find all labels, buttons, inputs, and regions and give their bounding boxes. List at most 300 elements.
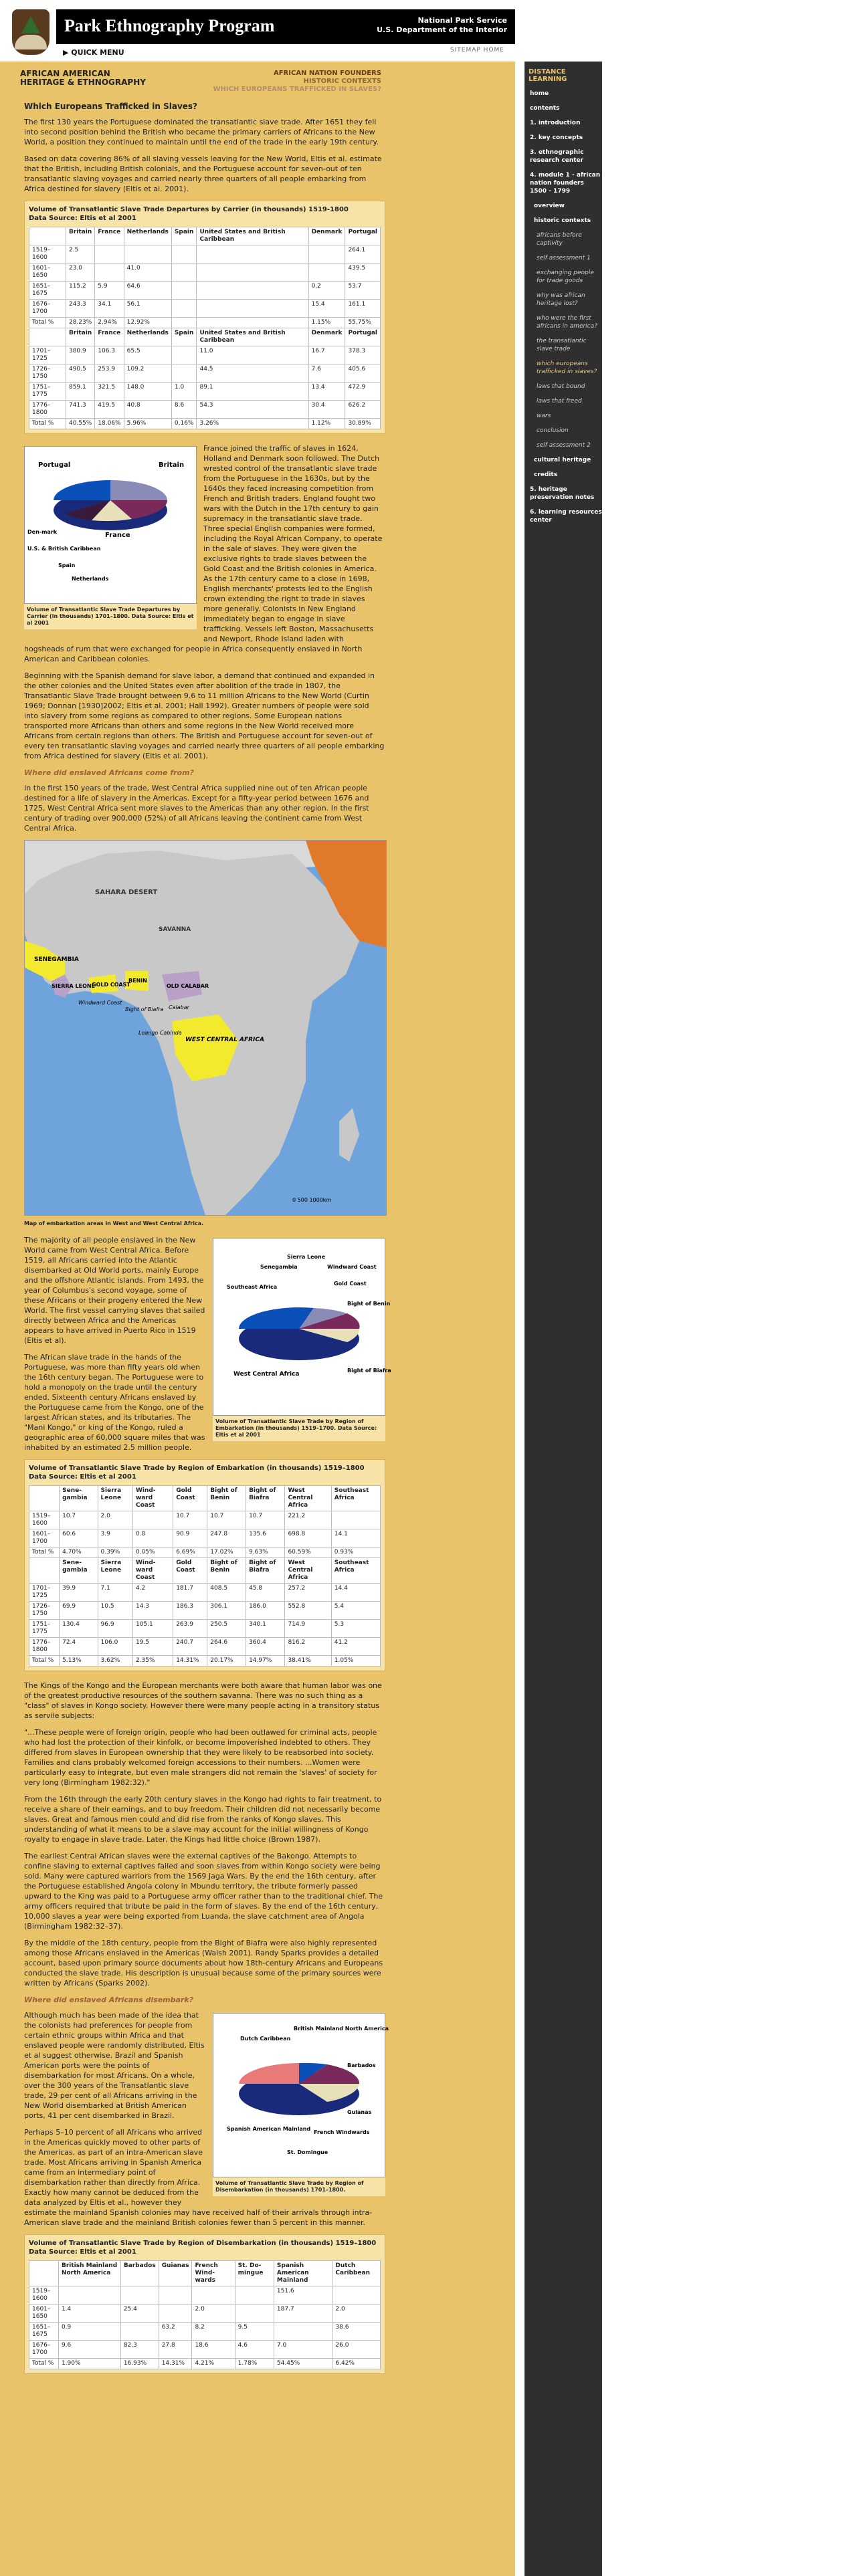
- table-cell: 360.4: [246, 1638, 285, 1656]
- table-cell: 26.0: [332, 2341, 381, 2359]
- table-cell: [171, 346, 197, 364]
- table-row: [29, 1638, 381, 1656]
- table-cell: 1701–1725: [29, 346, 66, 364]
- disembarkation-pie-svg: [213, 2014, 389, 2174]
- table-cell: 96.9: [98, 1620, 132, 1638]
- column-header: Bight of Benin: [207, 1486, 246, 1511]
- table-header-row: [29, 1558, 381, 1584]
- breadcrumb: [0, 67, 515, 93]
- column-header: Bight of Biafra: [246, 1486, 285, 1511]
- table-cell: 0.16%: [171, 419, 197, 429]
- pie-label: St. Domingue: [287, 2149, 328, 2155]
- table-cell: 1.0: [171, 383, 197, 401]
- table-cell: 34.1: [95, 300, 124, 318]
- breadcrumb-left-line2: HERITAGE & ETHNOGRAPHY: [20, 78, 146, 87]
- map-label: Windward Coast: [78, 1000, 122, 1006]
- table-row: [29, 364, 381, 383]
- pie-label: French Windwards: [314, 2129, 370, 2135]
- table-cell: 5.9: [95, 282, 124, 300]
- sidebar-item[interactable]: self assessment 1: [537, 255, 591, 261]
- figure-caption: Volume of Transatlantic Slave Trade Departures by Carrier (in thousands) 1701–1800. Data Source: Eltis et al 2001: [27, 607, 194, 626]
- column-header: French Wind-wards: [192, 2261, 235, 2286]
- table-cell: 1776–1800: [29, 401, 66, 419]
- map-caption: Map of embarkation areas in West and West Central Africa.: [24, 1220, 204, 1226]
- table-cell: 0.93%: [331, 1547, 380, 1558]
- table-cell: 69.9: [60, 1602, 98, 1620]
- sidebar-item[interactable]: self assessment 2: [537, 442, 591, 449]
- table-cell: 27.8: [159, 2341, 192, 2359]
- pie-label: U.S. & British Caribbean: [27, 546, 101, 552]
- table-cell: 14.3: [132, 1602, 173, 1620]
- column-header: St. Do-mingue: [235, 2261, 274, 2286]
- table-cell: 2.0: [332, 2304, 381, 2323]
- table-row: [29, 1529, 381, 1547]
- table-cell: 14.1: [331, 1529, 380, 1547]
- sidebar-item[interactable]: wars: [537, 413, 551, 419]
- paragraph: Although much has been made of the idea that the colonists had preferences for people from certain ethnic groups within Africa and that enslaved people were randomly distributed, Eltis et al suggest otherwise. Brazil and Spanish American ports were the points of disembarkation for most Africans. On a whole, over the 300 years of the Transatlantic slave trade, 29 per cent of all Africans arriving in the New World disembarked at British American ports, 41 per cent disembarked in Brazil.: [24, 2011, 205, 2120]
- table-cell: 72.4: [60, 1638, 98, 1656]
- table-cell: 1726–1750: [29, 1602, 60, 1620]
- table-cell: [332, 2286, 381, 2304]
- column-header: Sierra Leone: [98, 1486, 132, 1511]
- agency-line1: National Park Service: [417, 16, 507, 25]
- table-cell: 10.7: [246, 1511, 285, 1529]
- table-cell: [124, 245, 171, 263]
- table-cell: 9.6: [58, 2341, 120, 2359]
- table-cell: 321.5: [95, 383, 124, 401]
- table-cell: [235, 2286, 274, 2304]
- table-cell: 1726–1750: [29, 364, 66, 383]
- table-title-text: Volume of Transatlantic Slave Trade Departures by Carrier (in thousands) 1519-1800: [29, 206, 349, 213]
- table-cell: 151.6: [274, 2286, 332, 2304]
- embarkation-pie-chart: [213, 1238, 391, 1416]
- sidebar-item[interactable]: overview: [534, 203, 565, 209]
- table-title-text: Volume of Transatlantic Slave Trade by Region of Disembarkation (in thousands) 1519–1800: [29, 2240, 377, 2247]
- table-row: [29, 1620, 381, 1638]
- table-cell: 106.0: [98, 1638, 132, 1656]
- table-cell: 89.1: [197, 383, 308, 401]
- table-cell: [132, 1511, 173, 1529]
- table-cell: 109.2: [124, 364, 171, 383]
- column-header: Bight of Biafra: [246, 1558, 285, 1584]
- table-header-row: [29, 328, 381, 346]
- pie-label: Spanish American Mainland: [227, 2126, 311, 2132]
- column-header: Sene-gambia: [60, 1558, 98, 1584]
- quick-menu-link[interactable]: ▶ QUICK MENU: [63, 48, 124, 57]
- table-cell: 247.8: [207, 1529, 246, 1547]
- sidebar-item[interactable]: credits: [534, 471, 558, 478]
- table-cell: 28.23%: [66, 318, 94, 328]
- data-table: [29, 1485, 381, 1667]
- table-cell: [159, 2286, 192, 2304]
- paragraph: The Kings of the Kongo and the European merchants were both aware that human labor was one of the greatest productive resources of the southern savanna. There was no such thing as a "class" of slaves in Kongo society. However there were many people acting in a transitory status as servile subjects:: [24, 1681, 382, 1720]
- table-cell: 626.2: [345, 401, 381, 419]
- table-cell: 4.6: [235, 2341, 274, 2359]
- article-content: [24, 102, 391, 2383]
- table-cell: 65.5: [124, 346, 171, 364]
- table-cell: 1.05%: [331, 1656, 380, 1667]
- map-label: SIERRA LEONE: [52, 983, 96, 989]
- breadcrumb-left[interactable]: [20, 70, 146, 87]
- sidebar-item[interactable]: 3. ethnographic research center: [530, 149, 584, 164]
- table-cell: [197, 318, 308, 328]
- table-cell: 1519–1600: [29, 1511, 60, 1529]
- table-cell: [171, 282, 197, 300]
- column-header: Wind-ward Coast: [132, 1558, 173, 1584]
- table-cell: 378.3: [345, 346, 381, 364]
- figure-caption: Volume of Transatlantic Slave Trade by Region of Disembarkation (in thousands) 1701–1800.: [215, 2180, 364, 2193]
- pie-label: Southeast Africa: [227, 1284, 278, 1290]
- table-cell: [331, 1511, 380, 1529]
- table-cell: 405.6: [345, 364, 381, 383]
- pie-label: Bight of Benin: [347, 1301, 391, 1307]
- table-cell: 264.1: [345, 245, 381, 263]
- table-row: [29, 2323, 381, 2341]
- table-cell: 2.0: [98, 1511, 132, 1529]
- table-cell: 0.2: [308, 282, 345, 300]
- breadcrumb-right-line2[interactable]: HISTORIC CONTEXTS: [303, 78, 381, 85]
- table-cell: 56.1: [124, 300, 171, 318]
- table-cell: Total %: [29, 318, 66, 328]
- table-row: [29, 1584, 381, 1602]
- site-title[interactable]: Park Ethnography Program: [64, 16, 275, 35]
- table-cell: 187.7: [274, 2304, 332, 2323]
- table-cell: 18.06%: [95, 419, 124, 429]
- table-row: [29, 2359, 381, 2369]
- table-cell: 14.31%: [173, 1656, 207, 1667]
- utility-links[interactable]: SITEMAP HOME: [450, 47, 504, 53]
- table-cell: 1.15%: [308, 318, 345, 328]
- table-cell: [308, 263, 345, 282]
- figure-caption: Volume of Transatlantic Slave Trade by Region of Embarkation (in thousands) 1519–1700. Data Source: Eltis et al 2001: [215, 1418, 377, 1438]
- table-cell: 5.4: [331, 1602, 380, 1620]
- table-cell: 243.3: [66, 300, 94, 318]
- table-row: [29, 1602, 381, 1620]
- table-cell: 16.7: [308, 346, 345, 364]
- table-cell: 5.13%: [60, 1656, 98, 1667]
- table-cell: 1519–1600: [29, 2286, 59, 2304]
- column-header: Sene-gambia: [60, 1486, 98, 1511]
- table-cell: 263.9: [173, 1620, 207, 1638]
- table-cell: 8.6: [171, 401, 197, 419]
- table-cell: 1676–1700: [29, 300, 66, 318]
- sidebar-item[interactable]: who were the first africans in america?: [537, 315, 597, 330]
- table-header-row: [29, 1486, 381, 1511]
- table-cell: 44.5: [197, 364, 308, 383]
- column-header: [29, 1486, 60, 1511]
- column-header: Sierra Leone: [98, 1558, 132, 1584]
- paragraph: In the first 150 years of the trade, West Central Africa supplied nine out of ten African people destined for a life of slavery in the Americas. Except for a fifty-year period between 1676 and 1725, West Central Africa sent more slaves to the Americas than any other region. In the first century of trading over 900,000 (52%) of all Africans leaving the continent came from West Central Africa.: [24, 784, 369, 833]
- table-title-text: Volume of Transatlantic Slave Trade by Region of Embarkation (in thousands) 1519–1800: [29, 1465, 365, 1472]
- table-cell: 30.4: [308, 401, 345, 419]
- table-cell: 4.21%: [192, 2359, 235, 2369]
- table-cell: 306.1: [207, 1602, 246, 1620]
- carrier-pie-svg: [25, 447, 196, 601]
- table-cell: Total %: [29, 1547, 60, 1558]
- table-cell: 2.35%: [132, 1656, 173, 1667]
- table-cell: 63.2: [159, 2323, 192, 2341]
- africa-map-svg: [25, 841, 386, 1215]
- column-header: France: [95, 328, 124, 346]
- paragraph: From the 16th through the early 20th century slaves in the Kongo had rights to fair treatment, to receive a share of their earnings, and to buy freedom. Their children did not necessarily become slaves. Great and famous men could and did rise from the ranks of Kongo slaves. This understanding of what it means to be a slave may account for the initial willingness of Kongo royalty to engage in slave trade. Later, the Kings had little choice (Brown 1987).: [24, 1795, 382, 1844]
- table-row: [29, 263, 381, 282]
- table-cell: 5.3: [331, 1620, 380, 1638]
- column-header: Britain: [66, 328, 94, 346]
- pie-label: Spain: [58, 562, 76, 568]
- column-header: Denmark: [308, 328, 345, 346]
- pie-label: Netherlands: [72, 576, 109, 582]
- data-table: [29, 227, 381, 429]
- table-cell: 0.9: [58, 2323, 120, 2341]
- table-cell: 1601–1700: [29, 1529, 60, 1547]
- table-cell: 14.97%: [246, 1656, 285, 1667]
- column-header: Southeast Africa: [331, 1486, 380, 1511]
- nps-arrowhead-logo[interactable]: [12, 9, 50, 55]
- paragraph: Beginning with the Spanish demand for slave labor, a demand that continued and expanded in the other colonies and the United States even after abolition of the trade in 1807, the Transatlantic Slave Trade brought between 9.6 to 11 million Africans to the New World (Curtin 1969; Donnan [1930]2002; Eltis et al. 2001; Hall 1992). Greater numbers of people were sold into slavery from some regions as compared to other regions. Some European nations transported more Africans than others and some regions in the New World received more Africans from certain regions than others. The British and Portuguese account for seven-out of every ten transatlantic slaving voyages and carried nearly three quarters of all people embarking from Africa destined for slavery (Eltis et al. 2001).: [24, 671, 385, 760]
- table-cell: 253.9: [95, 364, 124, 383]
- column-header: [29, 227, 66, 245]
- column-header: France: [95, 227, 124, 245]
- paragraph: The African slave trade in the hands of the Portuguese, was more than fifty years old when the 16th century began. The Portuguese were to hold a monopoly on the trade until the century ended. Sixteenth century Africans enslaved by the Portuguese came from the Kongo, one of the largest African states, and its tributaries. The "Mani Kongo," or king of the Kongo, ruled a geographic area of 60,000 square miles that was inhabited by an estimated 2.5 million people.: [24, 1353, 205, 1452]
- pie-label: Portugal: [38, 461, 71, 469]
- table-cell: 23.0: [66, 263, 94, 282]
- map-scale: 0 500 1000km: [292, 1197, 332, 1203]
- sidebar-item[interactable]: cultural heritage: [534, 457, 591, 463]
- table-cell: 106.3: [95, 346, 124, 364]
- table-carrier: [24, 201, 385, 434]
- sidebar-item[interactable]: laws that bound: [537, 383, 585, 390]
- table-cell: 6.69%: [173, 1547, 207, 1558]
- sidebar-item[interactable]: laws that freed: [537, 398, 582, 405]
- paragraph: By the middle of the 18th century, people from the Bight of Biafra were also highly represented among those Africans enslaved in the Americas (Walsh 2001). Randy Sparks provides a detailed account, based upon primary source documents about how 18th-century Africans and Europeans conducted the slave trade. His description is unusual because some of the primary sources were written by Africans (Sparks 2002).: [24, 1939, 383, 1988]
- table-cell: 1519–1600: [29, 245, 66, 263]
- section-subtitle: Where did enslaved Africans disembark?: [24, 1996, 194, 2004]
- map-label: WEST CENTRAL AFRICA: [185, 1037, 264, 1043]
- table-cell: 15.4: [308, 300, 345, 318]
- table-cell: 60.59%: [285, 1547, 331, 1558]
- table-row: [29, 419, 381, 429]
- breadcrumb-left-line1: AFRICAN AMERICAN: [20, 69, 110, 78]
- sidebar-nav: [524, 90, 602, 524]
- column-header: Britain: [66, 227, 94, 245]
- table-cell: 5.96%: [124, 419, 171, 429]
- table-cell: 105.1: [132, 1620, 173, 1638]
- table-cell: [171, 245, 197, 263]
- table-cell: 7.1: [98, 1584, 132, 1602]
- embarkation-pie-svg: [213, 1239, 391, 1412]
- table-cell: [197, 263, 308, 282]
- agency-line2: U.S. Department of the Interior: [377, 25, 507, 34]
- table-source: Data Source: Eltis et al 2001: [29, 2248, 136, 2256]
- table-cell: 1751–1775: [29, 383, 66, 401]
- table-row: [29, 346, 381, 364]
- sidebar-item[interactable]: the transatlantic slave trade: [537, 338, 587, 352]
- table-cell: 30.89%: [345, 419, 381, 429]
- main-area: [0, 62, 515, 2576]
- table-cell: 2.94%: [95, 318, 124, 328]
- column-header: [29, 328, 66, 346]
- table-cell: 1701–1725: [29, 1584, 60, 1602]
- sidebar-item[interactable]: home: [530, 90, 549, 97]
- column-header: Wind-ward Coast: [132, 1486, 173, 1511]
- table-cell: 1676–1700: [29, 2341, 59, 2359]
- table-cell: 90.9: [173, 1529, 207, 1547]
- table-title: [29, 1464, 381, 1481]
- table-cell: 115.2: [66, 282, 94, 300]
- table-row: [29, 2341, 381, 2359]
- table-cell: 41.2: [331, 1638, 380, 1656]
- table-row: [29, 1656, 381, 1667]
- table-cell: [274, 2323, 332, 2341]
- table-cell: Total %: [29, 2359, 59, 2369]
- table-cell: 2.5: [66, 245, 94, 263]
- paragraph: Based on data covering 86% of all slaving vessels leaving for the New World, Eltis et al. estimate that the British, including British colonials, and the Portuguese account for seven-out of ten transatlantic slaving voyages and carried nearly three quarters of all people embarking from Africa destined for slavery (Eltis et al. 2001).: [24, 154, 382, 193]
- sidebar-item[interactable]: exchanging people for trade goods: [537, 270, 594, 284]
- table-cell: 3.9: [98, 1529, 132, 1547]
- table-cell: [171, 300, 197, 318]
- disembarkation-pie-chart: [213, 2013, 389, 2177]
- table-cell: [159, 2304, 192, 2323]
- table-source: Data Source: Eltis et al 2001: [29, 215, 136, 222]
- pie-label: Dutch Caribbean: [240, 2036, 291, 2042]
- map-label: Bight of Biafra: [125, 1006, 164, 1012]
- embarkation-chart-figure: [213, 1238, 391, 1441]
- pie-label: Den-mark: [27, 529, 58, 535]
- table-cell: 264.6: [207, 1638, 246, 1656]
- table-cell: 408.5: [207, 1584, 246, 1602]
- sidebar-item[interactable]: africans before captivity: [537, 232, 582, 247]
- table-cell: 55.75%: [345, 318, 381, 328]
- table-cell: [58, 2286, 120, 2304]
- table-cell: 64.6: [124, 282, 171, 300]
- column-header: West Central Africa: [285, 1486, 331, 1511]
- table-cell: [171, 318, 197, 328]
- map-label: BENIN: [128, 978, 147, 984]
- table-cell: 16.93%: [120, 2359, 159, 2369]
- table-cell: 1.90%: [58, 2359, 120, 2369]
- sidebar-item[interactable]: historic contexts: [534, 217, 591, 224]
- pie-label: France: [105, 532, 130, 539]
- breadcrumb-right: [213, 70, 381, 94]
- table-cell: [95, 263, 124, 282]
- table-cell: 1.4: [58, 2304, 120, 2323]
- table-cell: 1651–1675: [29, 2323, 59, 2341]
- table-cell: 14.4: [331, 1584, 380, 1602]
- pie-label: Britain: [159, 461, 185, 469]
- table-cell: 60.6: [60, 1529, 98, 1547]
- table-cell: 10.5: [98, 1602, 132, 1620]
- table-cell: [197, 245, 308, 263]
- paragraph: France joined the traffic of slaves in 1624, Holland and Denmark soon followed. The Dutch wrested control of the transatlantic slave trade from the Portuguese in the 1630s, but by the 1640s they faced increasing competition from French and British traders. England fought two wars with the Dutch in the 17th century to gain supremacy in the transatlantic slave trade. Three special English companies were formed, including the Royal African Company, to operate in the sale of slaves. They were given the exclusive rights to trade slaves between the Gold Coast and the British colonies in America. As the 17th century came to a close in 1698, English merchants' protests led to the English crown extending the right to trade in slaves more generally. Colonists in New England immediately began to engage in slave trafficking. Vessels left Boston, Massachusetts and Newport, Rhode Island laden with hogsheads of rum that were exchanged for people in Africa consequently enslaved in North American and Caribbean colonies.: [24, 444, 383, 663]
- sidebar-item[interactable]: conclusion: [537, 427, 569, 434]
- sidebar-item[interactable]: 4. module 1 - african nation founders 1500 - 1799: [530, 172, 601, 195]
- sidebar-item[interactable]: 2. key concepts: [530, 134, 583, 141]
- column-header: Netherlands: [124, 328, 171, 346]
- disembarkation-chart-figure: [213, 2013, 389, 2196]
- table-cell: 25.4: [120, 2304, 159, 2323]
- sidebar-title: DISTANCE LEARNING: [529, 68, 567, 83]
- map-label: Calabar: [169, 1004, 189, 1010]
- column-header: Southeast Africa: [331, 1558, 380, 1584]
- table-cell: 439.5: [345, 263, 381, 282]
- column-header: Guianas: [159, 2261, 192, 2286]
- section-subtitle: Where did enslaved Africans come from?: [24, 768, 194, 777]
- page-title: Which Europeans Trafficked in Slaves?: [24, 102, 198, 111]
- column-header: Spanish American Mainland: [274, 2261, 332, 2286]
- sidebar-item[interactable]: why was african heritage lost?: [537, 292, 585, 307]
- table-cell: 10.7: [60, 1511, 98, 1529]
- table-cell: [308, 245, 345, 263]
- table-row: [29, 1547, 381, 1558]
- table-cell: [171, 364, 197, 383]
- table-cell: [120, 2286, 159, 2304]
- pie-label: Barbados: [347, 2062, 376, 2068]
- site-header: [0, 0, 515, 57]
- sidebar-item[interactable]: 1. introduction: [530, 120, 581, 126]
- table-cell: [120, 2323, 159, 2341]
- table-row: [29, 383, 381, 401]
- sidebar-item[interactable]: which europeans trafficked in slaves?: [537, 360, 597, 375]
- table-cell: 1601–1650: [29, 2304, 59, 2323]
- data-table: [29, 2260, 381, 2369]
- table-row: [29, 282, 381, 300]
- table-cell: 1601–1650: [29, 263, 66, 282]
- table-cell: 53.7: [345, 282, 381, 300]
- table-cell: 19.5: [132, 1638, 173, 1656]
- table-cell: 10.7: [207, 1511, 246, 1529]
- table-cell: 82.3: [120, 2341, 159, 2359]
- pie-label: Windward Coast: [327, 1264, 377, 1270]
- table-cell: 38.6: [332, 2323, 381, 2341]
- column-header: Portugal: [345, 227, 381, 245]
- table-cell: 14.31%: [159, 2359, 192, 2369]
- table-cell: 1751–1775: [29, 1620, 60, 1638]
- sidebar-item[interactable]: contents: [530, 105, 560, 112]
- sidebar-item[interactable]: 5. heritage preservation notes: [530, 486, 595, 501]
- table-cell: 54.3: [197, 401, 308, 419]
- column-header: Denmark: [308, 227, 345, 245]
- table-cell: 13.4: [308, 383, 345, 401]
- sidebar-item[interactable]: 6. learning resources center: [530, 509, 602, 524]
- table-cell: [192, 2286, 235, 2304]
- pie-label: West Central Africa: [233, 1371, 300, 1378]
- table-cell: 186.0: [246, 1602, 285, 1620]
- madagascar: [339, 1108, 359, 1162]
- column-header: British Mainland North America: [58, 2261, 120, 2286]
- table-cell: 54.45%: [274, 2359, 332, 2369]
- agency-label: [377, 16, 507, 35]
- africa-map: [24, 840, 387, 1216]
- table-cell: 8.2: [192, 2323, 235, 2341]
- table-cell: 859.1: [66, 383, 94, 401]
- table-cell: 1.12%: [308, 419, 345, 429]
- table-cell: [197, 300, 308, 318]
- table-cell: 9.63%: [246, 1547, 285, 1558]
- table-cell: 7.0: [274, 2341, 332, 2359]
- table-cell: 250.5: [207, 1620, 246, 1638]
- table-cell: 472.9: [345, 383, 381, 401]
- table-cell: 20.17%: [207, 1656, 246, 1667]
- table-row: [29, 245, 381, 263]
- breadcrumb-right-line1[interactable]: AFRICAN NATION FOUNDERS: [273, 70, 381, 77]
- table-cell: 2.0: [192, 2304, 235, 2323]
- table-cell: 161.1: [345, 300, 381, 318]
- table-cell: [197, 282, 308, 300]
- block-quote: "...These people were of foreign origin, people who had been outlawed for criminal acts, people who had lost the protection of their kinfolk, or become impoverished indebted to others. They differed from slaves in European ownership that they were likely to be reabsorbed into society. Families and clans probably welcomed foreign accessions to their numbers. ...Women were particularly easy to integrate, but even male strangers did not remain the 'slaves' of society for very long (Birmingham 1982:32).": [24, 1728, 377, 1787]
- pie-slice-spanish: [239, 2063, 299, 2084]
- table-cell: 0.05%: [132, 1547, 173, 1558]
- pie-label: Senegambia: [260, 1264, 298, 1270]
